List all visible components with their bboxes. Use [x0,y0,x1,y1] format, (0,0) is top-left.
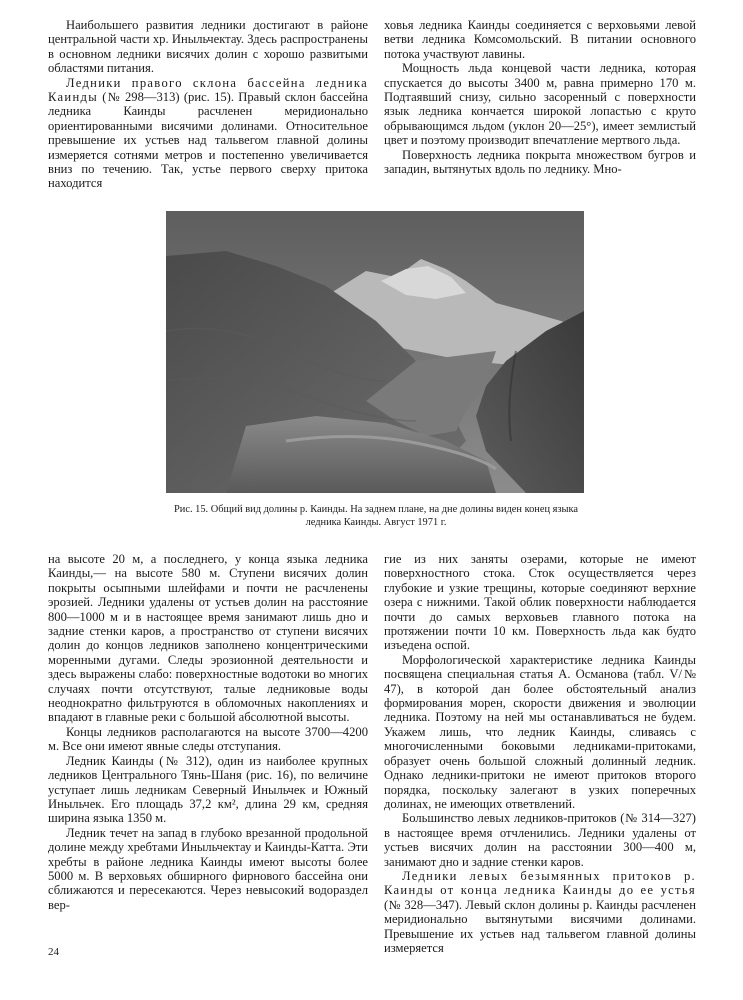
bottom-right-column [384,552,696,955]
section-paragraph [48,76,368,191]
paragraph: Наибольшего развития ледники достигают в районе центральной части хр. Иныльчектау. Здесь распространены в основном ледники висячих долин с хорошо развитыми областями питания. [48,18,368,76]
paragraph: Ледник течет на запад в глубоко врезанной продольной долине между хребтами Иныльчектау и Каинды-Катта. Эти хребты в районе ледника Каинды имеют высоты более 5000 м. В верховьях обширного фирнового бассейна они сближаются и пересекаются. Через невысокий водораздел вер- [48,825,368,912]
paragraph: Концы ледников располагаются на высоте 3700—4200 м. Все они имеют явные следы отступания. [48,724,368,754]
paragraph: Большинство левых ледников-притоков (№ 314—327) в настоящее время отчленились. Ледники удалены от устьев висячих долин на расстоянии 300—400 м, занимают дно и задние стенки каров. [384,811,696,869]
paragraph: Поверхность ледника покрыта множеством бугров и западин, вытянутых вдоль по леднику. Мно- [384,147,696,177]
figure-caption: Рис. 15. Общий вид долины р. Каинды. На заднем плане, на дне долины виден конец языка ледника Каинды. Август 1971 г. [174,504,578,528]
paragraph: Мощность льда концевой части ледника, которая спускается до высоты 3400 м, равна примерно 170 м. Подтаявший снизу, сильно засоренный с поверхности язык ледника кончается широкой лопастью с круто обрывающимся льдом (уклон 20—25°), имеет землистый цвет и поэтому производит впечатление мертвого льда. [384,61,696,148]
valley-photo [166,211,584,493]
top-left-column [48,18,368,191]
section-text: (№ 328—347). Левый склон долины р. Каинды расчленен меридионально вытянутыми висячими долинами. Превышение их устьев над тальвегом главной долины измеряется [384,897,696,955]
page-number: 24 [48,946,59,958]
section-heading: Ледники левых безымянных притоков р. Каинды от конца ледника Каинды до ее устья [384,868,696,898]
paragraph: ховья ледника Каинды соединяется с верховьями левой ветви ледника Комсомольский. В питании основного потока участвуют лавины. [384,18,696,61]
section-text: (№ 298—313) (рис. 15). Правый склон бассейна ледника Каинды расчленен меридионально ориентированными висячими долинами. Относительное превышение их устьев над тальвегом главной долины измеряется сотнями метров и постепенно увеличивается вниз по течению. Так, устье первого сверху притока находится [48,90,368,191]
bottom-left-column [48,552,368,912]
section-paragraph [384,869,696,955]
paragraph: гие из них заняты озерами, которые не имеют поверхностного стока. Сток осуществляется через глубокие и узкие трещины, которые соединяют верхние озера с нижними. Такой облик поверхности наблюдается почти до самых верховьев главного потока на протяжении почти 10 км. Поверхность льда как будто изъедена оспой. [384,552,696,653]
paragraph: на высоте 20 м, а последнего, у конца языка ледника Каинды,— на высоте 580 м. Ступени висячих долин покрыты осыпными шлейфами и почти не расчленены эрозией. Ледники удалены от устьев долин на расстояние 800—1000 м и в настоящее время занимают лишь дно и задние стенки каров, а пространство от ступени висячих долин до концов ледников заполнено концентрическими моренными дугами. Следы эрозионной деятельности и здесь выражены слабо: поверхностные водотоки во многих случаях почти отсутствуют, талые ледниковые воды неоднократно фильтруются в обломочных накоплениях и впадают в главные реки с большой абсолютной высоты. [48,552,368,725]
paragraph: Ледник Каинды (№ 312), один из наиболее крупных ледников Центрального Тянь-Шаня (рис. 16), по величине уступает лишь ледникам Северный Иныльчек и Южный Иныльчек. Его площадь 37,2 км², длина 29 км, средняя ширина языка 1350 м. [48,753,368,826]
paragraph: Морфологической характеристике ледника Каинды посвящена специальная статья А. Османова (табл. V/№ 47), в которой дан более обстоятельный анализ формирования морен, скорости движения и эволюции ледника. Поэтому на ней мы останавливаться не будем. Укажем лишь, что ледник Каинды, сливаясь с многочисленными боковыми ледниками-притоками, образует очень большой сложный долинный ледник. Однако ледники-притоки не имеют притоков второго порядка, поскольку залегают в узких поперечных долинах, не имеющих ответвлений. [384,652,696,811]
section-heading: Ледники правого склона бассейна ледника Каинды [48,75,368,105]
top-right-column [384,18,696,176]
